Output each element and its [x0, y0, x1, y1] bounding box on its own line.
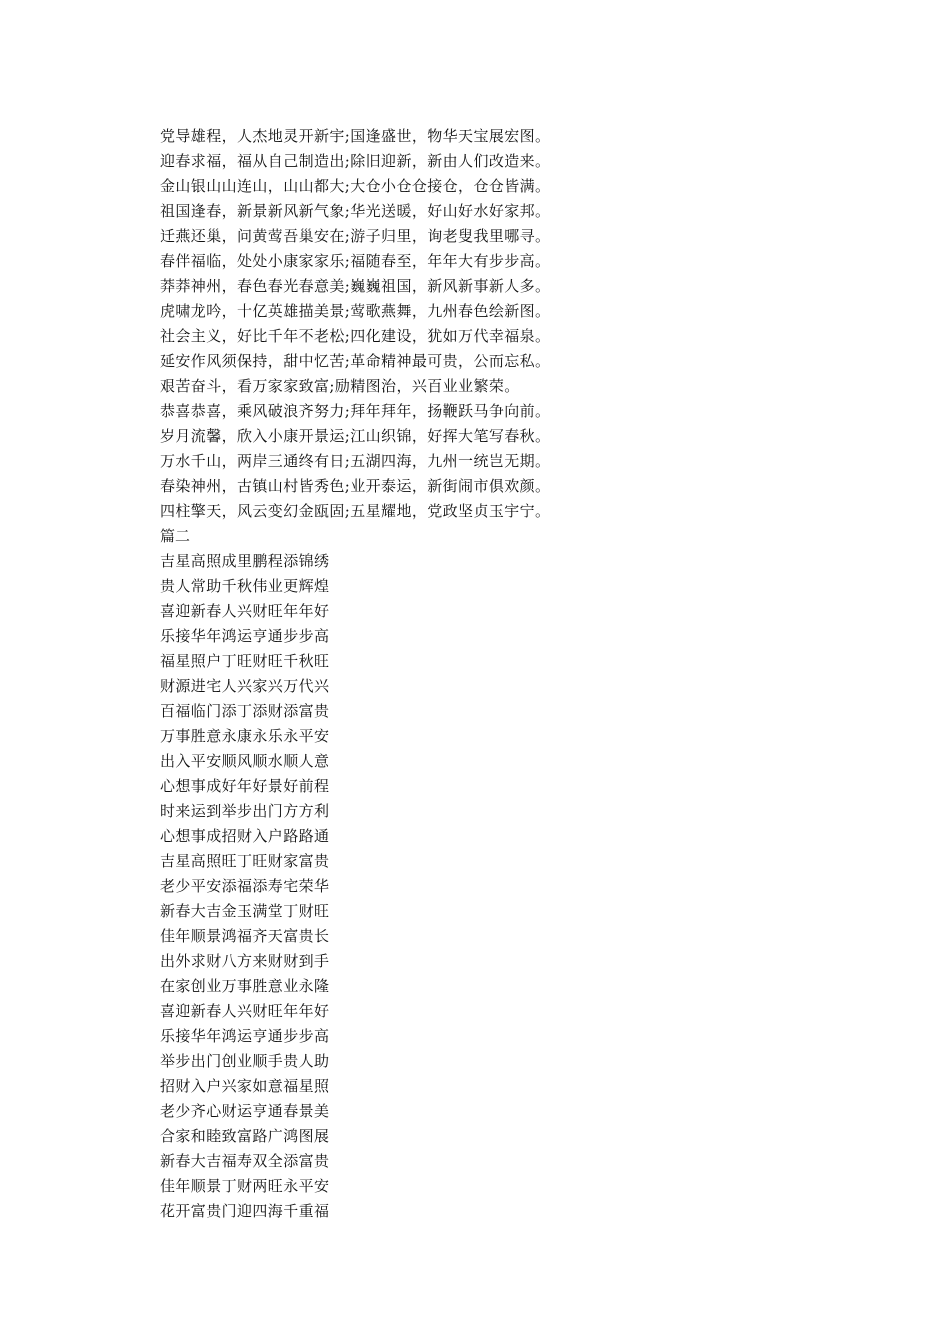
couplet-line: 四柱擎天，风云变幻金瓯固;五星耀地，党政坚贞玉宇宁。	[160, 502, 551, 520]
couplet-line: 莽莽神州，春色春光春意美;巍巍祖国，新风新事新人多。	[160, 277, 551, 295]
couplet-line: 社会主义，好比千年不老松;四化建设，犹如万代幸福泉。	[160, 327, 551, 345]
couplet-line: 喜迎新春人兴财旺年年好	[160, 1002, 330, 1020]
couplet-line: 佳年顺景鸿福齐天富贵长	[160, 927, 330, 945]
couplet-line: 出外求财八方来财财到手	[160, 952, 330, 970]
couplet-line: 招财入户兴家如意福星照	[160, 1077, 330, 1095]
couplet-line: 福星照户丁旺财旺千秋旺	[160, 652, 330, 670]
couplet-line: 党导雄程，人杰地灵开新宇;国逢盛世，物华天宝展宏图。	[160, 127, 551, 145]
couplet-line: 岁月流馨，欣入小康开景运;江山织锦，好挥大笔写春秋。	[160, 427, 551, 445]
couplet-line: 喜迎新春人兴财旺年年好	[160, 602, 330, 620]
couplet-line: 财源进宅人兴家兴万代兴	[160, 677, 330, 695]
couplet-line: 吉星高照旺丁旺财家富贵	[160, 852, 330, 870]
couplet-line: 举步出门创业顺手贵人助	[160, 1052, 330, 1070]
couplet-section-2	[160, 549, 880, 1224]
couplet-line: 春伴福临，处处小康家家乐;福随春至，年年大有步步高。	[160, 252, 551, 270]
document-page	[160, 124, 880, 1224]
couplet-line: 艰苦奋斗，看万家家致富;励精图治，兴百业业繁荣。	[160, 377, 520, 395]
couplet-line: 祖国逢春，新景新风新气象;华光送暖，好山好水好家邦。	[160, 202, 551, 220]
couplet-line: 百福临门添丁添财添富贵	[160, 702, 330, 720]
couplet-line: 金山银山山连山，山山都大;大仓小仓仓接仓，仓仓皆满。	[160, 177, 551, 195]
couplet-line: 吉星高照成里鹏程添锦绣	[160, 552, 330, 570]
couplet-line: 老少平安添福添寿宅荣华	[160, 877, 330, 895]
couplet-line: 新春大吉福寿双全添富贵	[160, 1152, 330, 1170]
couplet-line: 佳年顺景丁财两旺永平安	[160, 1177, 330, 1195]
couplet-line: 花开富贵门迎四海千重福	[160, 1202, 330, 1220]
couplet-line: 延安作风须保持，甜中忆苦;革命精神最可贵，公而忘私。	[160, 352, 551, 370]
couplet-section-1	[160, 124, 880, 524]
couplet-line: 出入平安顺风顺水顺人意	[160, 752, 330, 770]
couplet-line: 贵人常助千秋伟业更辉煌	[160, 577, 330, 595]
couplet-line: 老少齐心财运亨通春景美	[160, 1102, 330, 1120]
couplet-line: 万水千山，两岸三通终有日;五湖四海，九州一统岂无期。	[160, 452, 551, 470]
couplet-line: 迎春求福，福从自己制造出;除旧迎新，新由人们改造来。	[160, 152, 551, 170]
section-title: 篇二	[160, 527, 191, 545]
couplet-line: 新春大吉金玉满堂丁财旺	[160, 902, 330, 920]
couplet-line: 心想事成招财入户路路通	[160, 827, 330, 845]
couplet-line: 恭喜恭喜，乘风破浪齐努力;拜年拜年，扬鞭跃马争向前。	[160, 402, 551, 420]
couplet-line: 合家和睦致富路广鸿图展	[160, 1127, 330, 1145]
couplet-line: 乐接华年鸿运亨通步步高	[160, 1027, 330, 1045]
couplet-line: 迁燕还巢，问黄莺吾巢安在;游子归里，询老叟我里哪寻。	[160, 227, 551, 245]
couplet-line: 心想事成好年好景好前程	[160, 777, 330, 795]
couplet-line: 在家创业万事胜意业永隆	[160, 977, 330, 995]
couplet-line: 虎啸龙吟，十亿英雄描美景;莺歌燕舞，九州春色绘新图。	[160, 302, 551, 320]
couplet-line: 时来运到举步出门方方利	[160, 802, 330, 820]
couplet-line: 乐接华年鸿运亨通步步高	[160, 627, 330, 645]
couplet-line: 春染神州，古镇山村皆秀色;业开泰运，新街闹市俱欢颜。	[160, 477, 551, 495]
couplet-line: 万事胜意永康永乐永平安	[160, 727, 330, 745]
